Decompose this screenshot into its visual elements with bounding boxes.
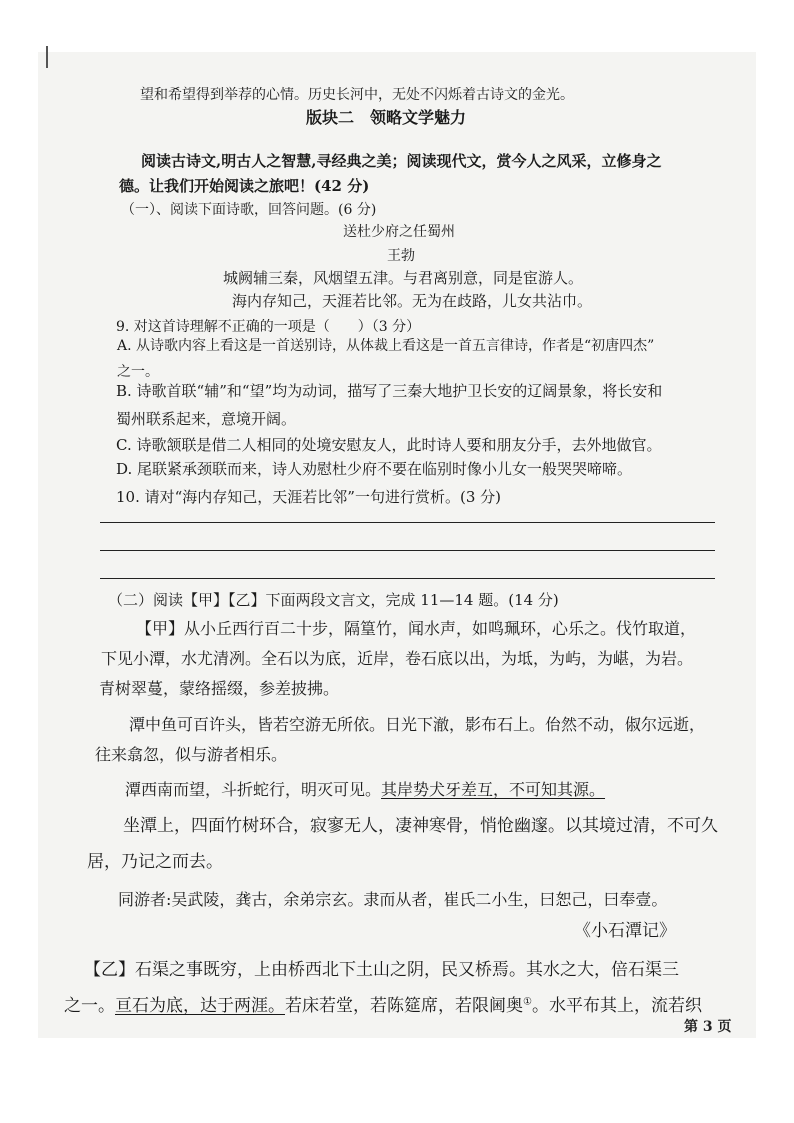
question-9-option-a-cont: 之一。 <box>117 364 159 380</box>
jia-para2-line2: 往来翕忽，似与游者相乐。 <box>95 745 288 764</box>
jia-source: 《小石潭记》 <box>574 921 676 941</box>
poem-author: 王勃 <box>387 248 415 264</box>
jia-para3-plain: 潭西南而望，斗折蛇行，明灭可见。 <box>125 780 382 799</box>
section-title: 版块二 领略文学魅力 <box>306 108 467 127</box>
yi-line1: 【乙】石渠之事既穷，上由桥西北下土山之阴，民又桥焉。其水之大，倍石渠三 <box>84 960 679 980</box>
question-9-option-a: A. 从诗歌内容上看这是一首送别诗，从体裁上看这是一首五言律诗，作者是“初唐四杰” <box>117 338 655 354</box>
answer-line-2 <box>100 550 715 551</box>
yi-line2-end: 。水平布其上，流若织 <box>531 996 702 1016</box>
question-9-option-c: C. 诗歌颔联是借二人相同的处境安慰友人，此时诗人要和朋友分手，去外地做官。 <box>116 436 662 454</box>
footnote-marker: ① <box>523 996 532 1008</box>
jia-para4-line2: 居，乃记之而去。 <box>87 852 223 872</box>
question-10: 10. 请对“海内存知己，天涯若比邻”一句进行赏析。(3 分) <box>116 488 501 506</box>
intro-line: 望和希望得到举荐的心情。历史长河中，无处不闪烁着古诗文的金光。 <box>140 87 574 103</box>
part2-heading: （二）阅读【甲】【乙】下面两段文言文，完成 11—14 题。(14 分) <box>108 591 559 609</box>
yi-line2 <box>64 998 702 1015</box>
question-9-option-b: B. 诗歌首联“辅”和“望”均为动词，描写了三秦大地护卫长安的辽阔景象，将长安和 <box>116 382 663 400</box>
poem-line-1: 城阙辅三秦，风烟望五津。与君离别意，同是宦游人。 <box>223 269 584 287</box>
question-9-option-d: D. 尾联紧承颈联而来，诗人劝慰杜少府不要在临别时像小儿女一般哭哭啼啼。 <box>116 460 633 478</box>
jia-para2-line1: 潭中鱼可百许头，皆若空游无所依。日光下澈，影布石上。佁然不动，俶尔远逝， <box>129 715 706 734</box>
page-number: 第 3 页 <box>684 1019 732 1035</box>
jia-para3 <box>125 782 605 798</box>
poem-line-2: 海内存知己，天涯若比邻。无为在歧路，儿女共沾巾。 <box>232 292 593 310</box>
margin-mark <box>46 46 48 68</box>
yi-line2-underlined: 亘石为底，达于两涯。 <box>115 996 285 1016</box>
yi-line2-start: 之一。 <box>64 996 115 1016</box>
answer-line-1 <box>100 522 715 523</box>
jia-para1-line3: 青树翠蔓，蒙络摇缀，参差披拂。 <box>99 679 340 698</box>
part1-heading: （一）、阅读下面诗歌，回答问题。(6 分) <box>121 202 377 218</box>
jia-para5: 同游者:吴武陵，龚古，余弟宗玄。隶而从者，崔氏二小生，曰恕己，曰奉壹。 <box>118 890 668 909</box>
answer-line-3 <box>100 578 715 579</box>
guide-line-1: 阅读古诗文,明古人之智慧,寻经典之美；阅读现代文，赏今人之风采，立修身之 <box>141 152 662 170</box>
jia-para1-line2: 下见小潭，水尤清冽。全石以为底，近岸，卷石底以出，为坻，为屿，为嵁，为岩。 <box>101 649 694 668</box>
jia-para3-underlined: 其岸势犬牙差互，不可知其源。 <box>381 780 606 799</box>
poem-title: 送杜少府之任蜀州 <box>343 224 455 240</box>
question-9-stem: 9. 对这首诗理解不正确的一项是（ ）（3 分） <box>116 319 421 335</box>
yi-line2-mid: 若床若堂，若陈筵席，若限阃奥 <box>285 996 523 1016</box>
jia-para1-line1: 【甲】从小丘西行百二十步，隔篁竹，闻水声，如鸣珮环，心乐之。伐竹取道， <box>136 619 697 638</box>
guide-line-2: 德。让我们开始阅读之旅吧！(42 分) <box>119 177 370 195</box>
question-9-option-b-cont: 蜀州联系起来，意境开阔。 <box>116 410 297 428</box>
jia-para4-line1: 坐潭上，四面竹树环合，寂寥无人，凄神寒骨，悄怆幽邃。以其境过清，不可久 <box>123 816 718 836</box>
